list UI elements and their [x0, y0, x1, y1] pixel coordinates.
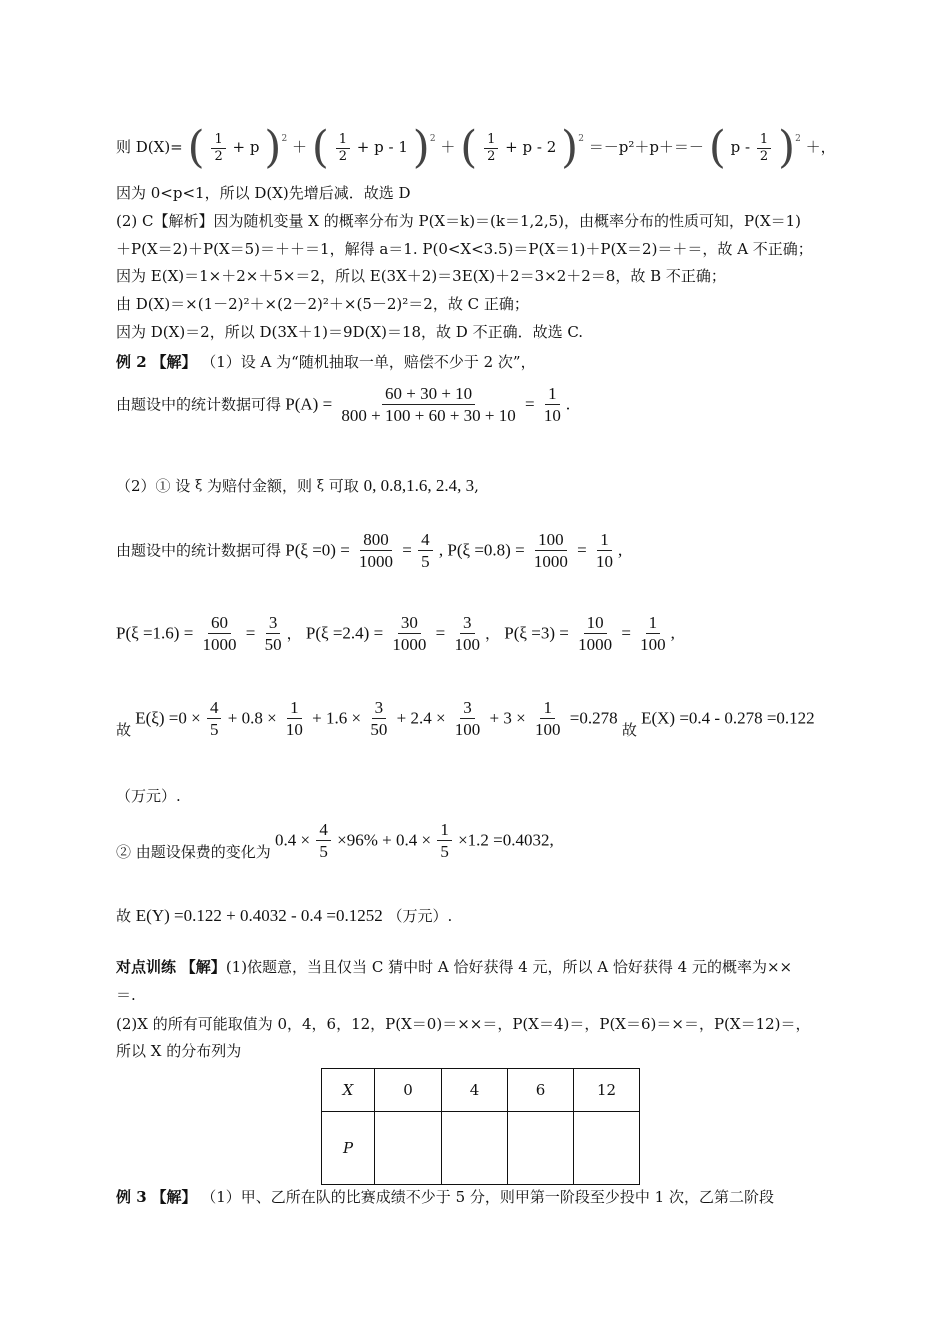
example-3-heading [116, 1186, 774, 1208]
plus: ＋ [440, 138, 456, 156]
take-text: 可取 [328, 477, 359, 495]
xi-symbol: ξ [316, 478, 325, 493]
text-line: (2)X 的所有可能取值为 0，4，6，12，P(X＝0)＝××＝，P(X＝4)＝，P(X＝6)＝×＝，P(X＝12)＝， [116, 1015, 811, 1033]
fraction [211, 132, 225, 165]
fraction [356, 530, 396, 573]
lhs: P(ξ =0) = [285, 540, 350, 560]
fraction [418, 530, 433, 573]
equals: = [245, 623, 256, 643]
denominator: 50 [370, 720, 388, 739]
values: 0, 0.8,1.6, 2.4, 3 [363, 476, 475, 495]
paren-open: ( [311, 122, 329, 173]
numerator: 3 [372, 698, 387, 719]
equals: = [621, 623, 631, 643]
table-cell [322, 1112, 375, 1185]
comma: , [474, 477, 479, 495]
example-label: 例 2 [116, 353, 147, 371]
denominator: 5 [421, 552, 430, 571]
paren-open: ( [460, 122, 478, 173]
exponent: 2 [281, 134, 288, 144]
paren-close: ) [264, 122, 282, 173]
denominator: 10 [543, 406, 561, 425]
numerator: 4 [418, 530, 433, 551]
fraction [262, 613, 285, 656]
fraction [283, 698, 306, 741]
fraction [437, 820, 452, 863]
formula-lhs: 则 D(X)= [116, 138, 183, 156]
equals: = [525, 394, 535, 414]
cell-text: X [342, 1081, 354, 1099]
denominator: 100 [534, 720, 561, 739]
fraction [336, 132, 350, 165]
table-cell [322, 1069, 375, 1112]
text-line: 因为 D(X)＝2，所以 D(3X＋1)＝9D(X)＝18，故 D 不正确．故选 C. [116, 323, 584, 341]
lhs: P(A) = [285, 394, 333, 414]
lhs: P(ξ =3) = [504, 623, 569, 643]
fraction [200, 613, 240, 656]
training-heading [116, 956, 792, 978]
pxi-line-2 [116, 613, 675, 656]
solution-bracket: 【解】 [180, 958, 226, 976]
term: + p [232, 138, 260, 156]
lhs: , P(ξ =0.8) = [438, 540, 525, 560]
fraction [541, 384, 564, 427]
denominator: 1000 [533, 552, 568, 571]
denominator: 1000 [392, 635, 427, 654]
therefore: 故 [116, 721, 132, 739]
denominator: 10 [285, 720, 303, 739]
paren-close: ) [561, 122, 579, 173]
numerator: 1 [757, 132, 771, 149]
denominator: 2 [338, 148, 347, 164]
result: E(X) =0.4 - 0.278 =0.122 [641, 708, 815, 728]
table-cell: 4 [442, 1069, 508, 1112]
question-2-line [116, 475, 479, 497]
denominator: 10 [596, 552, 614, 571]
text-line: ＝. [116, 986, 136, 1004]
fraction [367, 698, 390, 741]
fraction [452, 698, 484, 741]
example-text: （1）甲、乙所在队的比赛成绩不少于 5 分，则甲第一阶段至少投中 1 次，乙第二阶段 [201, 1188, 774, 1206]
term: + 3 × [489, 708, 526, 728]
numerator: 100 [535, 530, 567, 551]
prefix: ② 由题设保费的变化为 [116, 843, 271, 861]
distribution-table [321, 1068, 640, 1185]
expectation-line [116, 698, 815, 741]
fraction [532, 698, 564, 741]
paren-close: ) [412, 122, 430, 173]
denominator: 5 [319, 842, 328, 861]
premium-change-line [116, 820, 554, 863]
fraction [452, 613, 484, 656]
term: =0.278 [569, 708, 618, 728]
ey-line [116, 905, 452, 927]
paren-open: ( [708, 122, 726, 173]
expression: E(Y) =0.122 + 0.4032 - 0.4 =0.1252 [135, 906, 383, 925]
equals: = [402, 540, 412, 560]
training-text: (1)依题意，当且仅当 C 猜中时 A 恰好获得 4 元，所以 A 恰好获得 4 元的概率为×× [225, 958, 793, 976]
denominator: 2 [759, 148, 769, 164]
table-cell [508, 1112, 574, 1185]
table-row [322, 1112, 640, 1185]
exponent: 2 [795, 134, 801, 144]
denominator: 1000 [359, 552, 394, 571]
fraction [338, 384, 518, 427]
formula-tail: ＝－p²＋p＋＝－ [588, 138, 704, 156]
table-cell [574, 1112, 640, 1185]
formula-end: ＋， [805, 138, 836, 156]
denominator: 100 [454, 635, 481, 654]
denominator: 2 [214, 148, 223, 164]
comma: , [618, 540, 623, 560]
numerator: 1 [545, 384, 560, 405]
denominator: 5 [440, 842, 449, 861]
numerator: 1 [437, 820, 452, 841]
numerator: 1 [484, 132, 498, 149]
table-cell: 0 [375, 1069, 442, 1112]
numerator: 1 [597, 530, 612, 551]
example-2-heading [116, 351, 536, 373]
numerator: 1 [211, 132, 225, 149]
prefix: （2）① 设 [116, 477, 191, 495]
numerator: 1 [540, 698, 555, 719]
solution-bracket: 【解】 [151, 1188, 197, 1206]
fraction [575, 613, 615, 656]
table-cell: 6 [508, 1069, 574, 1112]
comma: , [549, 830, 554, 850]
table-row [322, 1069, 640, 1112]
term: E(ξ) =0 × [135, 708, 201, 728]
fraction [484, 132, 498, 165]
term: ×1.2 =0.4032 [458, 830, 550, 850]
equals: = [577, 540, 587, 560]
text-line: 所以 X 的分布列为 [116, 1042, 242, 1060]
numerator: 10 [584, 613, 607, 634]
numerator: 60 + 30 + 10 [382, 384, 475, 405]
term: + 2.4 × [396, 708, 446, 728]
period: . [565, 394, 571, 414]
table-cell: 12 [574, 1069, 640, 1112]
prefix: 由题设中的统计数据可得 [116, 395, 282, 414]
fraction [207, 698, 222, 741]
term: p - [730, 138, 751, 156]
lhs: P(ξ =1.6) = [116, 623, 194, 643]
term: + p - 2 [505, 138, 557, 156]
paren-open: ( [187, 122, 205, 173]
fraction [316, 820, 331, 863]
mid-text: 为赔付金额，则 [207, 477, 313, 495]
denominator: 1000 [202, 635, 237, 654]
prob-a-line [116, 384, 570, 427]
numerator: 4 [207, 698, 222, 719]
numerator: 3 [266, 613, 281, 634]
fraction [593, 530, 616, 573]
exponent: 2 [429, 134, 436, 144]
denominator: 100 [454, 720, 481, 739]
denominator: 50 [264, 635, 282, 654]
text-line: 因为 0<p<1，所以 D(X)先增后减．故选 D [116, 184, 411, 202]
paren-close: ) [777, 122, 796, 173]
numerator: 1 [646, 613, 661, 634]
comma: , [670, 623, 675, 643]
numerator: 800 [360, 530, 392, 551]
unit-line: （万元）. [116, 787, 181, 805]
fraction [637, 613, 669, 656]
numerator: 3 [460, 613, 475, 634]
pxi-line-1 [116, 530, 622, 573]
text-line: 因为 E(X)＝1×＋2×＋5×＝2，所以 E(3X＋2)＝3E(X)＋2＝3×2＋2＝8，故 B 不正确； [116, 267, 726, 285]
plus: ＋ [291, 138, 307, 156]
xi-symbol: ξ [195, 478, 203, 493]
separator: ， [485, 626, 501, 643]
numerator: 4 [316, 820, 331, 841]
therefore: 故 [116, 907, 132, 925]
denominator: 1000 [578, 635, 613, 654]
training-label: 对点训练 [116, 958, 177, 976]
numerator: 30 [398, 613, 421, 634]
example-label: 例 3 [116, 1188, 147, 1206]
variance-formula [116, 122, 836, 173]
separator: ， [286, 626, 302, 643]
text-line: 由 D(X)＝×(1－2)²＋×(2－2)²＋×(5－2)²＝2，故 C 正确； [116, 295, 529, 313]
numerator: 60 [208, 613, 231, 634]
therefore: 故 [621, 721, 637, 739]
term: + p - 1 [356, 138, 408, 156]
text-line: ＋P(X＝2)＋P(X＝5)＝＋＋＝1，解得 a＝1. P(0<X<3.5)＝P(X＝1)＋P(X＝2)＝＋＝，故 A 不正确； [116, 240, 813, 258]
denominator: 2 [487, 148, 496, 164]
table-cell [375, 1112, 442, 1185]
equals: = [435, 623, 446, 643]
solution-bracket: 【解】 [151, 353, 197, 371]
lhs: P(ξ =2.4) = [305, 623, 384, 643]
example-text: （1）设 A 为“随机抽取一单，赔偿不少于 2 次”， [201, 353, 536, 371]
text-line: (2) C【解析】因为随机变量 X 的概率分布为 P(X＝k)＝(k＝1,2,5)，由概率分布的性质可知，P(X＝1) [116, 212, 802, 230]
fraction [531, 530, 571, 573]
prefix: 由题设中的统计数据可得 [116, 541, 282, 560]
unit: （万元）. [387, 907, 453, 925]
numerator: 3 [460, 698, 475, 719]
denominator: 5 [209, 720, 219, 739]
table-cell [442, 1112, 508, 1185]
term: ×96% + 0.4 × [337, 830, 432, 850]
denominator: 100 [640, 635, 666, 654]
fraction [389, 613, 429, 656]
fraction [757, 132, 771, 165]
cell-text: P [342, 1139, 354, 1157]
term: 0.4 × [275, 830, 311, 850]
numerator: 1 [336, 132, 350, 149]
numerator: 1 [287, 698, 302, 719]
denominator: 800 + 100 + 60 + 30 + 10 [341, 406, 516, 425]
term: + 0.8 × [227, 708, 277, 728]
term: + 1.6 × [312, 708, 362, 728]
exponent: 2 [578, 134, 584, 144]
